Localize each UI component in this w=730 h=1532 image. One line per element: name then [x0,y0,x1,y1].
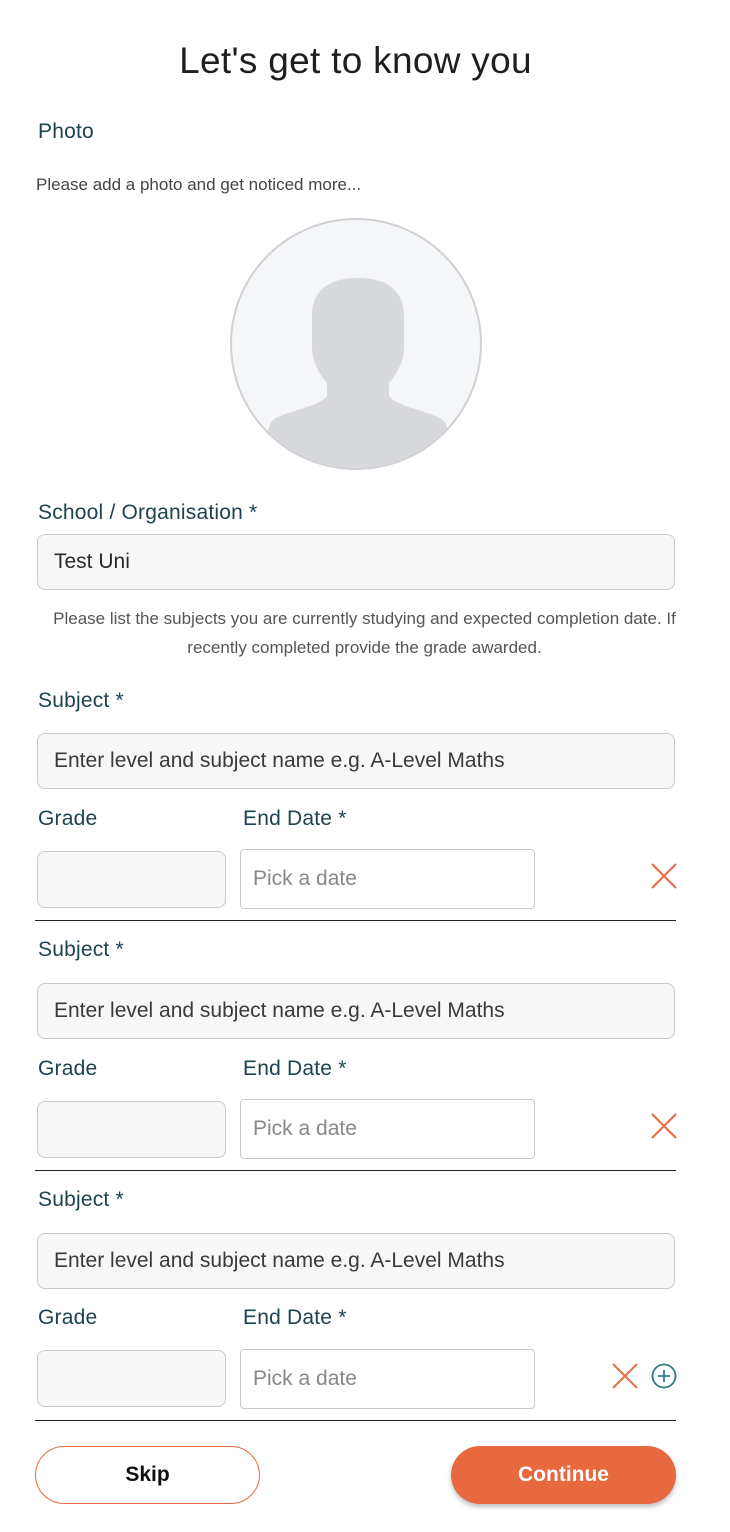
grade-input[interactable] [37,1350,226,1407]
close-icon [651,863,677,889]
subject-label: Subject * [38,938,124,961]
grade-label: Grade [38,1057,98,1080]
end-date-label: End Date * [243,807,347,830]
photo-label: Photo [38,120,94,143]
grade-input[interactable] [37,851,226,908]
end-date-picker[interactable]: Pick a date [240,1349,535,1409]
close-icon [651,1113,677,1139]
subject-label: Subject * [38,689,124,712]
remove-subject-button[interactable] [649,861,679,891]
subject-input[interactable]: Enter level and subject name e.g. A-Level Maths [37,733,675,789]
subject-divider [35,920,676,921]
page-title: Let's get to know you [179,40,532,81]
photo-helper-text: Please add a photo and get noticed more... [36,175,362,194]
photo-upload[interactable] [230,218,482,470]
end-date-label: End Date * [243,1306,347,1329]
continue-button[interactable]: Continue [451,1446,676,1504]
subject-label: Subject * [38,1188,124,1211]
subjects-helper-text: Please list the subjects you are currently studying and expected completion date. If recently completed provide the grade awarded. [53,609,676,657]
subject-input[interactable]: Enter level and subject name e.g. A-Level Maths [37,1233,675,1289]
end-date-picker[interactable]: Pick a date [240,849,535,909]
grade-label: Grade [38,807,98,830]
end-date-label: End Date * [243,1057,347,1080]
subject-divider [35,1170,676,1171]
subject-divider [35,1420,676,1421]
avatar-placeholder-icon [232,220,482,470]
school-label: School / Organisation * [38,501,258,524]
school-input[interactable]: Test Uni [37,534,675,590]
skip-button[interactable]: Skip [35,1446,260,1504]
add-subject-button[interactable] [649,1361,679,1391]
remove-subject-button[interactable] [610,1361,640,1391]
close-icon [612,1363,638,1389]
grade-input[interactable] [37,1101,226,1158]
remove-subject-button[interactable] [649,1111,679,1141]
grade-label: Grade [38,1306,98,1329]
end-date-picker[interactable]: Pick a date [240,1099,535,1159]
subject-input[interactable]: Enter level and subject name e.g. A-Level Maths [37,983,675,1039]
plus-circle-icon [651,1363,677,1389]
